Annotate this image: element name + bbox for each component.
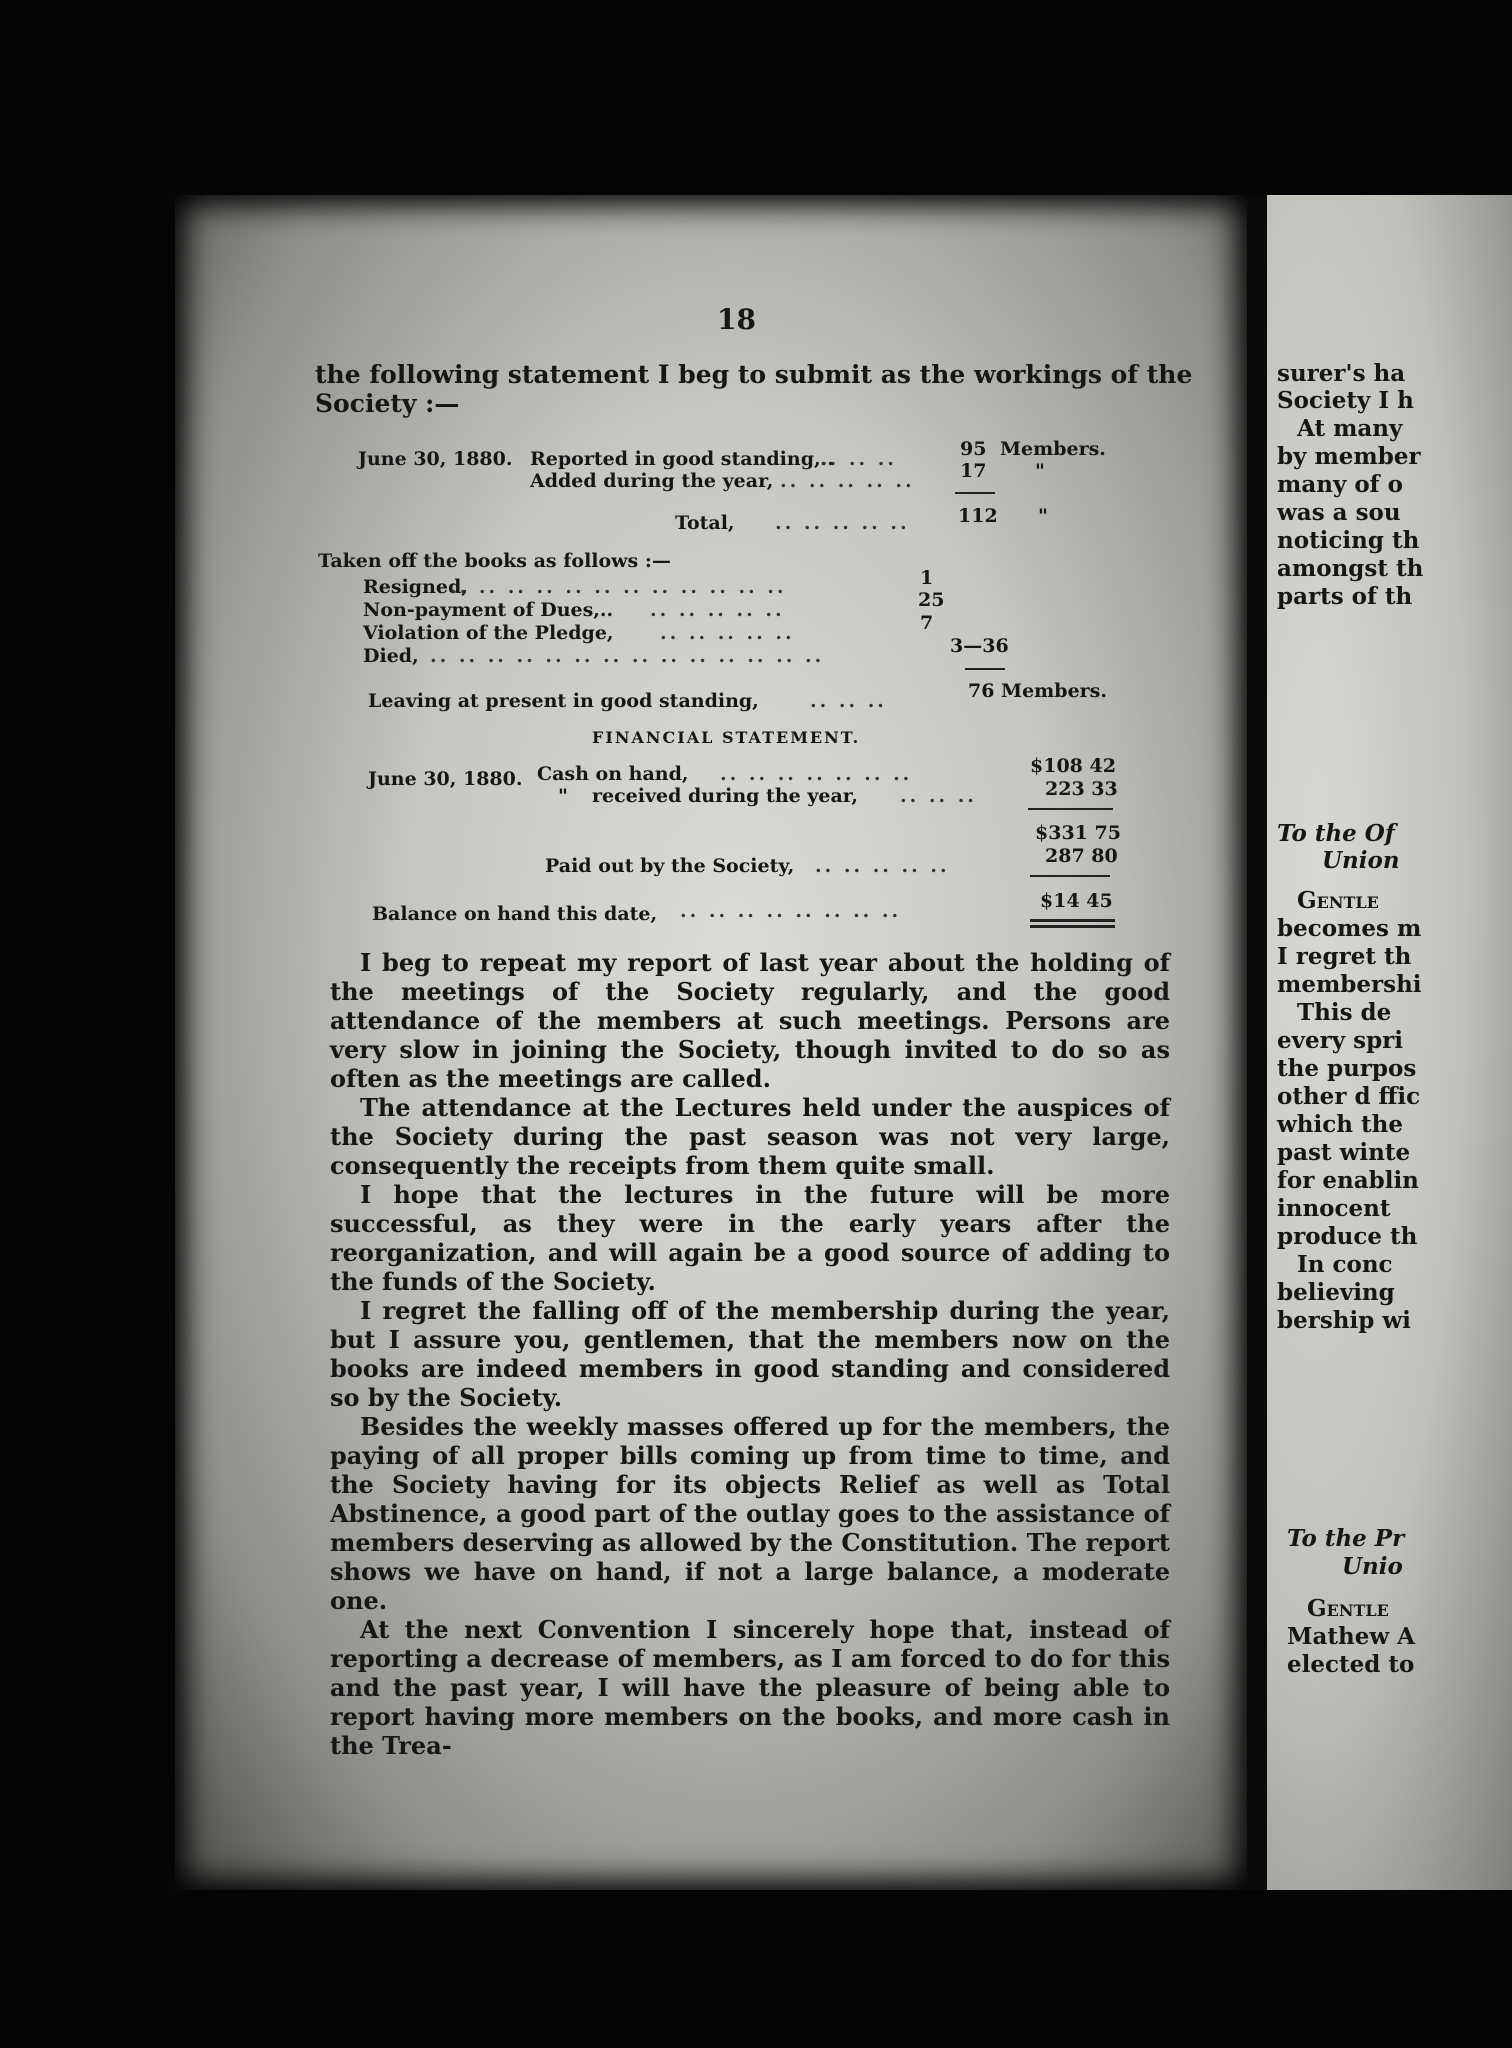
taken-off-heading: Taken off the books as follows :— <box>318 550 671 572</box>
cash-label: Cash on hand, <box>537 763 689 785</box>
sum-rule <box>1028 808 1113 810</box>
leaving-label: Leaving at present in good standing, <box>368 690 759 712</box>
leader-dots: .. .. .. .. .. .. .. <box>720 763 913 785</box>
right-text-line: by member <box>1277 443 1421 470</box>
removal-label: Non-payment of Dues,.. <box>363 599 614 621</box>
right-text-line: past winte <box>1277 1139 1411 1166</box>
leader-dots: .. .. .. .. .. .. .. .. .. .. .. .. <box>450 576 787 598</box>
paragraph: The attendance at the Lectures held under the auspices of the Society during the past season was not very large, consequently the receipts from them quite small. <box>330 1093 1170 1180</box>
right-text-line: In conc <box>1297 1251 1393 1278</box>
right-text-line: for enablin <box>1277 1167 1419 1194</box>
paragraph: I regret the falling off of the membership during the year, but I assure you, gentlemen, that the members now on the books are indeed members in good standing and considered so by the Society. <box>330 1296 1170 1412</box>
intro-line-2: Society :— <box>315 389 460 418</box>
paid-label: Paid out by the Society, <box>545 855 795 877</box>
right-text-line: Gentle <box>1297 887 1379 914</box>
leader-dots: .. .. .. .. .. <box>815 855 950 877</box>
reported-value: 95 <box>960 438 987 460</box>
cash-value: $108 42 <box>1030 755 1116 777</box>
reported-label: Reported in good standing,.. <box>530 448 834 470</box>
right-page <box>1267 195 1512 1890</box>
leader-dots: .. .. .. .. .. <box>780 470 915 492</box>
sum-rule <box>955 492 995 494</box>
received-ditto: " <box>558 785 568 807</box>
financial-heading: FINANCIAL STATEMENT. <box>592 728 861 747</box>
right-text-line: At many <box>1297 415 1403 442</box>
right-heading: To the Pr <box>1287 1525 1405 1552</box>
right-text-line: innocent <box>1277 1195 1391 1222</box>
right-text-line: parts of th <box>1277 583 1413 610</box>
right-text-line: many of o <box>1277 471 1403 498</box>
paragraph: I beg to repeat my report of last year about the holding of the meetings of the Society regularly, and the good attendance of the members at such meetings. Persons are very slow in joining the Society, though invited to do so as often as the meetings are called. <box>330 948 1170 1093</box>
book-gutter <box>1247 195 1267 1890</box>
right-text-line: believing <box>1277 1279 1395 1306</box>
right-heading: Union <box>1322 847 1400 874</box>
leader-dots: .. .. .. .. .. .. .. .. <box>680 900 902 922</box>
right-text-line: was a sou <box>1277 499 1401 526</box>
removal-value: 7 <box>920 612 934 634</box>
removal-label: Died, <box>363 645 419 667</box>
financial-date: June 30, 1880. <box>368 768 523 790</box>
right-text-line: surer's ha <box>1277 360 1406 387</box>
membership-date: June 30, 1880. <box>358 448 513 470</box>
leader-dots: .. .. .. .. .. <box>775 512 910 534</box>
balance-label: Balance on hand this date, <box>372 903 658 925</box>
right-text-line: bership wi <box>1277 1307 1411 1334</box>
added-ditto: " <box>1035 460 1045 482</box>
removal-label: Resigned, <box>363 576 468 598</box>
sum-rule <box>965 668 1005 670</box>
removal-value: 3—36 <box>950 635 1009 657</box>
body-text <box>330 948 1170 1760</box>
right-heading: Unio <box>1342 1553 1403 1580</box>
right-text-line: membershi <box>1277 971 1422 998</box>
leader-dots: .. .. .. .. .. <box>650 599 785 621</box>
right-text-line: the purpos <box>1277 1055 1417 1082</box>
right-text-line: Gentle <box>1307 1595 1389 1622</box>
removal-value: 25 <box>918 589 945 611</box>
total-value: 112 <box>958 505 998 527</box>
received-label: received during the year, <box>592 785 859 807</box>
sum-rule <box>1030 875 1110 877</box>
paragraph: Besides the weekly masses offered up for the members, the paying of all proper bills coming up from time to time, and the Society having for its objects Relief as well as Total Abstinence, a good part of the outlay goes to the assistance of members deserving as allowed by the Constitution. The report shows we have on hand, if not a large balance, a moderate one. <box>330 1412 1170 1615</box>
intro-line-1: the following statement I beg to submit as the workings of the <box>315 360 1193 389</box>
paragraph: At the next Convention I sincerely hope that, instead of reporting a decrease of members, as I am forced to do for this and the past year, I will have the pleasure of being able to report having more members on the books, and more cash in the Trea- <box>330 1615 1170 1760</box>
right-text-line: every spri <box>1277 1027 1404 1054</box>
right-heading: To the Of <box>1277 820 1395 847</box>
paid-value: 287 80 <box>1045 845 1118 867</box>
right-text-line: produce th <box>1277 1223 1418 1250</box>
right-text-line: elected to <box>1287 1651 1415 1678</box>
total-ditto: " <box>1038 505 1048 527</box>
paragraph: I hope that the lectures in the future will be more successful, as they were in the early years after the reorganization, and will again be a good source of adding to the funds of the Society. <box>330 1180 1170 1296</box>
page-number: 18 <box>717 303 756 336</box>
leaving-value: 76 Members. <box>968 680 1107 702</box>
right-text-line: which the <box>1277 1111 1403 1138</box>
total-label: Total, <box>675 512 735 534</box>
leader-dots: .. .. .. <box>810 690 887 712</box>
balance-value: $14 45 <box>1040 890 1113 912</box>
right-text-line: becomes m <box>1277 915 1422 942</box>
leader-dots: .. .. .. <box>900 785 977 807</box>
right-text-line: amongst th <box>1277 555 1424 582</box>
right-text-line: This de <box>1297 999 1392 1026</box>
right-text-line: Society I h <box>1277 387 1414 414</box>
right-text-line: I regret th <box>1277 943 1412 970</box>
right-text-line: other d ffic <box>1277 1083 1421 1110</box>
received-value: 223 33 <box>1045 778 1118 800</box>
removal-value: 1 <box>920 567 934 589</box>
right-text-line: noticing th <box>1277 527 1420 554</box>
double-rule <box>1030 925 1115 928</box>
reported-unit: Members. <box>1000 438 1106 460</box>
leader-dots: .. .. .. <box>820 448 897 470</box>
double-rule <box>1030 919 1115 922</box>
leader-dots: .. .. .. .. .. <box>660 622 795 644</box>
subtotal-value: $331 75 <box>1035 822 1121 844</box>
added-value: 17 <box>960 460 987 482</box>
added-label: Added during the year, <box>530 470 774 492</box>
removal-label: Violation of the Pledge, <box>363 622 614 644</box>
right-text-line: Mathew A <box>1287 1623 1415 1650</box>
leader-dots: .. .. .. .. .. .. .. .. .. .. .. .. .. .. <box>430 645 825 667</box>
